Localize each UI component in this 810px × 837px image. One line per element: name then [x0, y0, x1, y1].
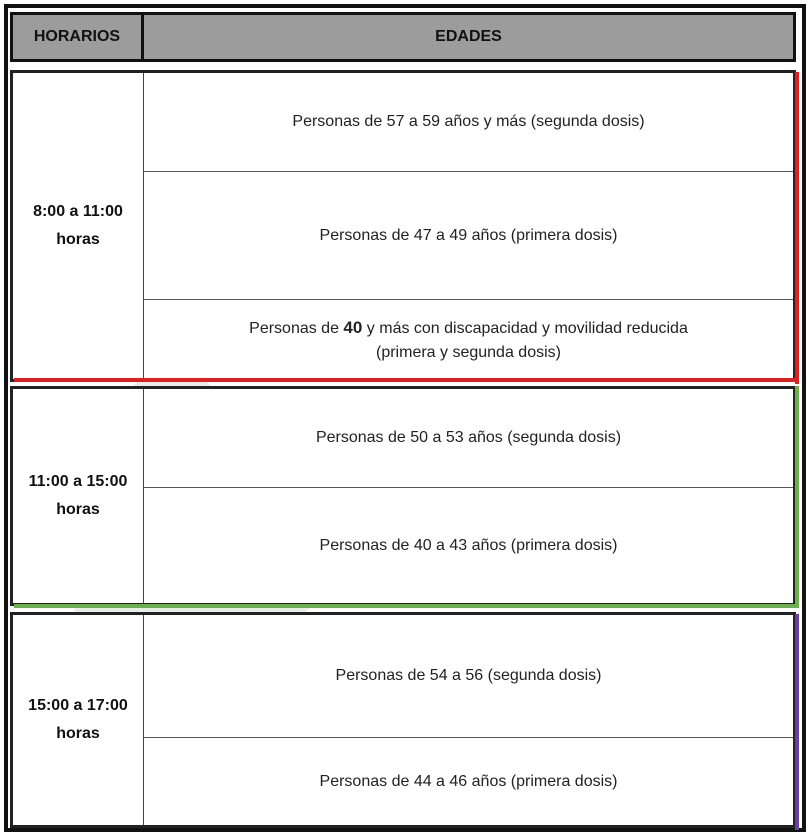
age-row: [144, 171, 793, 300]
age-row: [144, 737, 793, 826]
age-row: [144, 487, 793, 604]
schedule-block-afternoon: [10, 612, 796, 828]
age-row-text: Personas de 50 a 53 años (segunda dosis): [315, 429, 622, 446]
time-unit: horas: [56, 725, 100, 742]
schedule-block-midday: [10, 386, 796, 606]
time-unit: horas: [56, 231, 100, 248]
time-unit: horas: [56, 501, 100, 518]
age-row-text-pre: Personas de: [249, 319, 344, 337]
age-rows: [144, 389, 793, 603]
time-range: 8:00 a 11:00: [33, 203, 123, 220]
header-horarios: HORARIOS: [13, 15, 144, 59]
header-edades: EDADES: [435, 28, 502, 45]
age-row: [144, 299, 793, 380]
age-row-text: Personas de 40 a 43 años (primera dosis): [319, 537, 618, 554]
schedule-block-morning: [10, 70, 796, 382]
age-row: [144, 615, 793, 737]
age-row: [144, 389, 793, 487]
age-row-text: Personas de 54 a 56 (segunda dosis): [335, 667, 602, 684]
age-row-text-bold: 40: [343, 317, 363, 337]
age-row: [144, 73, 793, 171]
accent-line-red: [14, 378, 799, 382]
time-range: 11:00 a 15:00: [28, 473, 128, 490]
time-cell: [13, 615, 144, 825]
age-row-text: Personas de 47 a 49 años (primera dosis): [319, 227, 618, 244]
accent-line-purple: [795, 614, 799, 830]
time-range: 15:00 a 17:00: [28, 697, 128, 714]
table-header: [10, 12, 796, 62]
accent-line-green: [14, 604, 799, 608]
age-rows: [144, 73, 793, 379]
age-rows: [144, 615, 793, 825]
accent-line-red: [795, 72, 799, 384]
accent-line-green: [795, 386, 799, 608]
age-row-text: Personas de 44 a 46 años (primera dosis): [319, 773, 618, 790]
time-cell: [13, 389, 144, 603]
time-cell: [13, 73, 144, 379]
age-row-text: Personas de 57 a 59 años y más (segunda dosis): [292, 113, 645, 130]
age-row-text-line2: (primera y segunda dosis): [376, 343, 561, 361]
age-row-text-post: y más con discapacidad y movilidad reducida: [362, 319, 688, 337]
